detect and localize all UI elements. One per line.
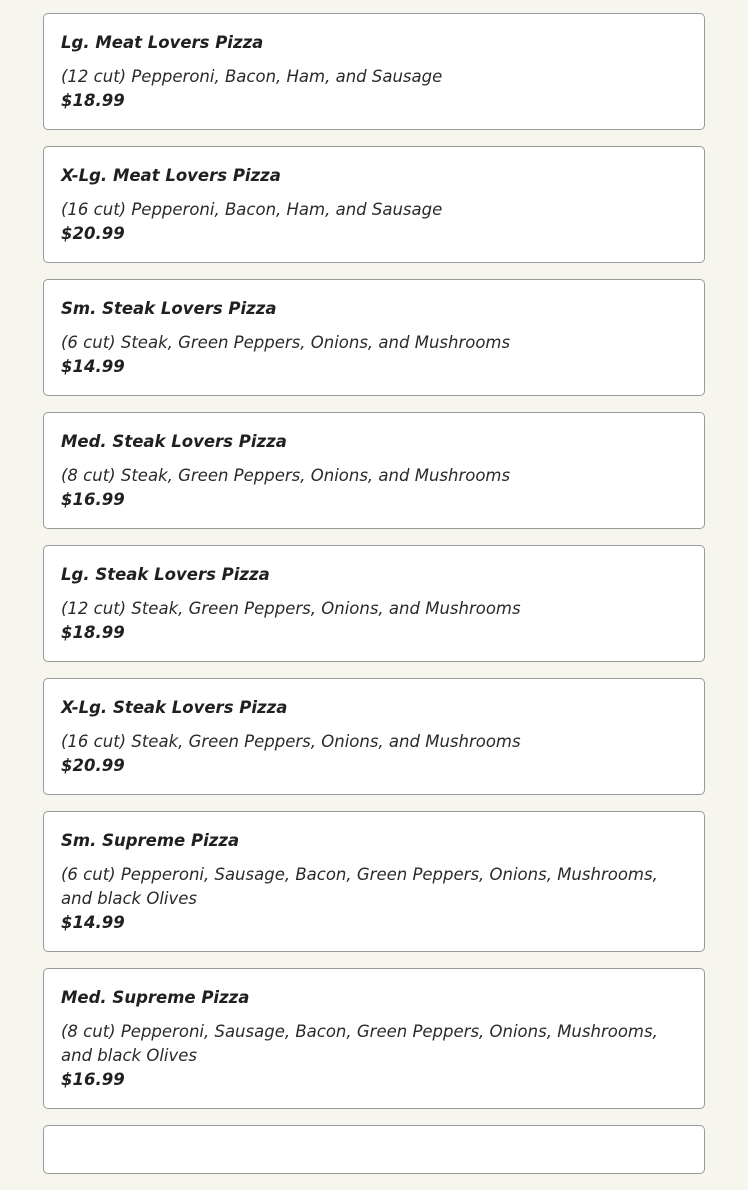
- menu-item-description: (16 cut) Pepperoni, Bacon, Ham, and Sausage: [61, 200, 443, 219]
- menu-item-price: $14.99: [61, 357, 125, 376]
- menu-item-description: (8 cut) Pepperoni, Sausage, Bacon, Green Peppers, Onions, Mushrooms, and black Olives: [61, 1022, 658, 1065]
- menu-item-description: (6 cut) Pepperoni, Sausage, Bacon, Green Peppers, Onions, Mushrooms, and black Olives: [61, 865, 658, 908]
- menu-item-price: $18.99: [61, 91, 125, 110]
- menu-item-price: $20.99: [61, 224, 125, 243]
- menu-item-name: Med. Steak Lovers Pizza: [61, 432, 287, 451]
- menu-item-price: $18.99: [61, 623, 125, 642]
- menu-item-name: Lg. Meat Lovers Pizza: [61, 33, 264, 52]
- menu-item-price: $14.99: [61, 913, 125, 932]
- menu-item-card[interactable]: [43, 279, 705, 396]
- menu-item-name: Sm. Supreme Pizza: [61, 831, 240, 850]
- menu-item-description: (12 cut) Steak, Green Peppers, Onions, and Mushrooms: [61, 599, 521, 618]
- menu-item-name: Lg. Steak Lovers Pizza: [61, 565, 270, 584]
- menu-item-card[interactable]: [43, 412, 705, 529]
- menu-item-card[interactable]: [43, 811, 705, 952]
- menu-item-name: X-Lg. Meat Lovers Pizza: [61, 166, 281, 185]
- menu-item-card[interactable]: [43, 146, 705, 263]
- menu-item-list: [43, 0, 705, 1190]
- menu-item-description: (12 cut) Pepperoni, Bacon, Ham, and Sausage: [61, 67, 443, 86]
- menu-item-card[interactable]: [43, 545, 705, 662]
- menu-item-name: X-Lg. Steak Lovers Pizza: [61, 698, 288, 717]
- menu-item-price: $16.99: [61, 1070, 125, 1089]
- menu-item-description: (6 cut) Steak, Green Peppers, Onions, and Mushrooms: [61, 333, 511, 352]
- menu-item-price: $16.99: [61, 490, 125, 509]
- menu-item-price: $20.99: [61, 756, 125, 775]
- menu-item-card[interactable]: [43, 1125, 705, 1174]
- menu-item-card[interactable]: [43, 678, 705, 795]
- menu-item-card[interactable]: [43, 968, 705, 1109]
- menu-item-card[interactable]: [43, 13, 705, 130]
- menu-item-name: Med. Supreme Pizza: [61, 988, 250, 1007]
- menu-item-description: (8 cut) Steak, Green Peppers, Onions, and Mushrooms: [61, 466, 511, 485]
- menu-item-name: Sm. Steak Lovers Pizza: [61, 299, 277, 318]
- menu-item-description: (16 cut) Steak, Green Peppers, Onions, and Mushrooms: [61, 732, 521, 751]
